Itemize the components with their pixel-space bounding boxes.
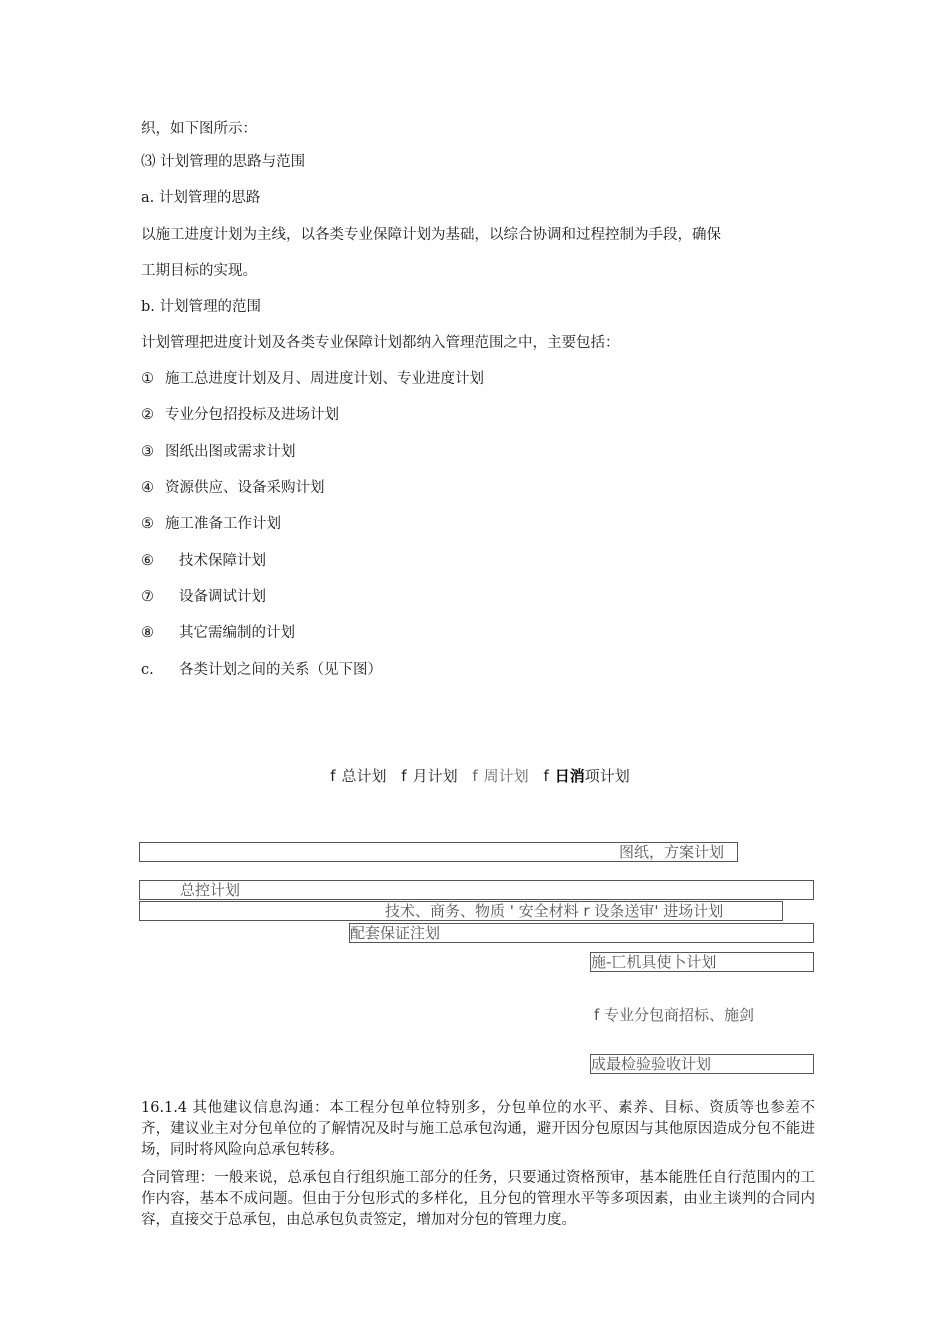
list-item (141, 587, 266, 607)
item-number: ⑦ (141, 589, 154, 605)
item-number: ③ (141, 444, 154, 460)
flow-daily-label: 日消 (554, 767, 585, 785)
list-item (141, 442, 296, 462)
list-item-c (141, 660, 382, 680)
tech-commerce-box (139, 901, 783, 921)
master-control-box (139, 880, 814, 900)
item-text: 设备调试计划 (179, 589, 266, 605)
item-text: 其它需编制的计划 (179, 625, 295, 641)
support-plan-label: 配套保证注划 (350, 924, 441, 942)
tech-commerce-label: 技术、商务、物质 ' 安全材料 r 设条送审' 进场计划 (385, 902, 724, 920)
machinery-plan-label: 施-匸机具使卜计划 (591, 953, 717, 971)
flow-item-plan: 项计划 (584, 767, 630, 785)
flow-arrow: f (472, 767, 478, 785)
flow-arrow: f (330, 767, 336, 785)
plan-flow (0, 765, 950, 786)
subcontract-label: f 专业分包商招标、施剑 (594, 1006, 755, 1024)
text-line-2: ⑶ 计划管理的思路与范围 (141, 154, 306, 170)
item-number: ⑤ (141, 516, 154, 532)
item-text: 施工总进度计划及月、周进度计划、专业进度计划 (165, 371, 484, 387)
flow-weekly-plan: 周计划 (483, 767, 529, 785)
paragraph-contract-management: 合同管理：一般来说，总承包自行组织施工部分的任务，只要通过资格预审，基本能胜任自行范围内的工作内容，基本不成问题。但由于分包形式的多样化，且分包的管理水平等多项因素，由业主谈判的合同内容，直接交于总承包，由总承包负责签定，增加对分包的管理力度。 (141, 1170, 815, 1228)
paragraph-info-communication: 16.1.4 其他建议信息沟通：本工程分包单位特别多，分包单位的水平、素养、目标、资质等也参差不齐，建议业主对分包单位的了解情况及时与施工总承包沟通，避开因分包原因与其他原因造成分包不能进场，同时将风险向总承包转移。 (141, 1100, 815, 1158)
item-text: 图纸出图或需求计划 (165, 444, 296, 460)
item-number: ② (141, 407, 154, 423)
flow-arrow: f (543, 767, 549, 785)
item-text: 技术保障计划 (179, 553, 266, 569)
inspection-plan-label: 成最检验验收计划 (591, 1055, 712, 1073)
flow-master-plan: 总计划 (341, 767, 387, 785)
item-number: ① (141, 371, 154, 387)
text-line-5: 工期目标的实现。 (141, 263, 257, 279)
machinery-plan-box (590, 952, 814, 972)
list-item (141, 405, 339, 425)
drawings-plan-label: 图纸，方案计划 (619, 843, 725, 861)
item-text: 资源供应、设备采购计划 (165, 480, 325, 496)
text-line-3: a. 计划管理的思路 (141, 190, 261, 206)
item-text: 施工准备工作计划 (165, 516, 281, 532)
list-item (141, 551, 266, 571)
text-line-4: 以施工进度计划为主线，以各类专业保障计划为基础，以综合协调和过程控制为手段，确保 (141, 227, 721, 243)
support-plan-box (349, 923, 814, 943)
drawings-plan-box (139, 842, 738, 862)
text-line-1: 织，如下图所示： (141, 121, 257, 137)
item-number: ⑧ (141, 625, 154, 641)
item-text: 各类计划之间的关系（见下图） (179, 662, 382, 678)
item-number: ④ (141, 480, 154, 496)
text-line-6: b. 计划管理的范围 (141, 299, 261, 315)
text-line-7: 计划管理把进度计划及各类专业保障计划都纳入管理范围之中，主要包括： (141, 335, 620, 351)
list-item (141, 514, 281, 534)
list-item (141, 369, 484, 389)
item-text: 专业分包招投标及进场计划 (165, 407, 339, 423)
flow-arrow: f (401, 767, 407, 785)
list-item (141, 623, 295, 643)
inspection-plan-box (590, 1054, 814, 1074)
flow-monthly-plan: 月计划 (412, 767, 458, 785)
master-control-label: 总控计划 (180, 881, 241, 899)
list-item (141, 478, 325, 498)
item-number: c. (141, 662, 154, 678)
item-number: ⑥ (141, 553, 154, 569)
